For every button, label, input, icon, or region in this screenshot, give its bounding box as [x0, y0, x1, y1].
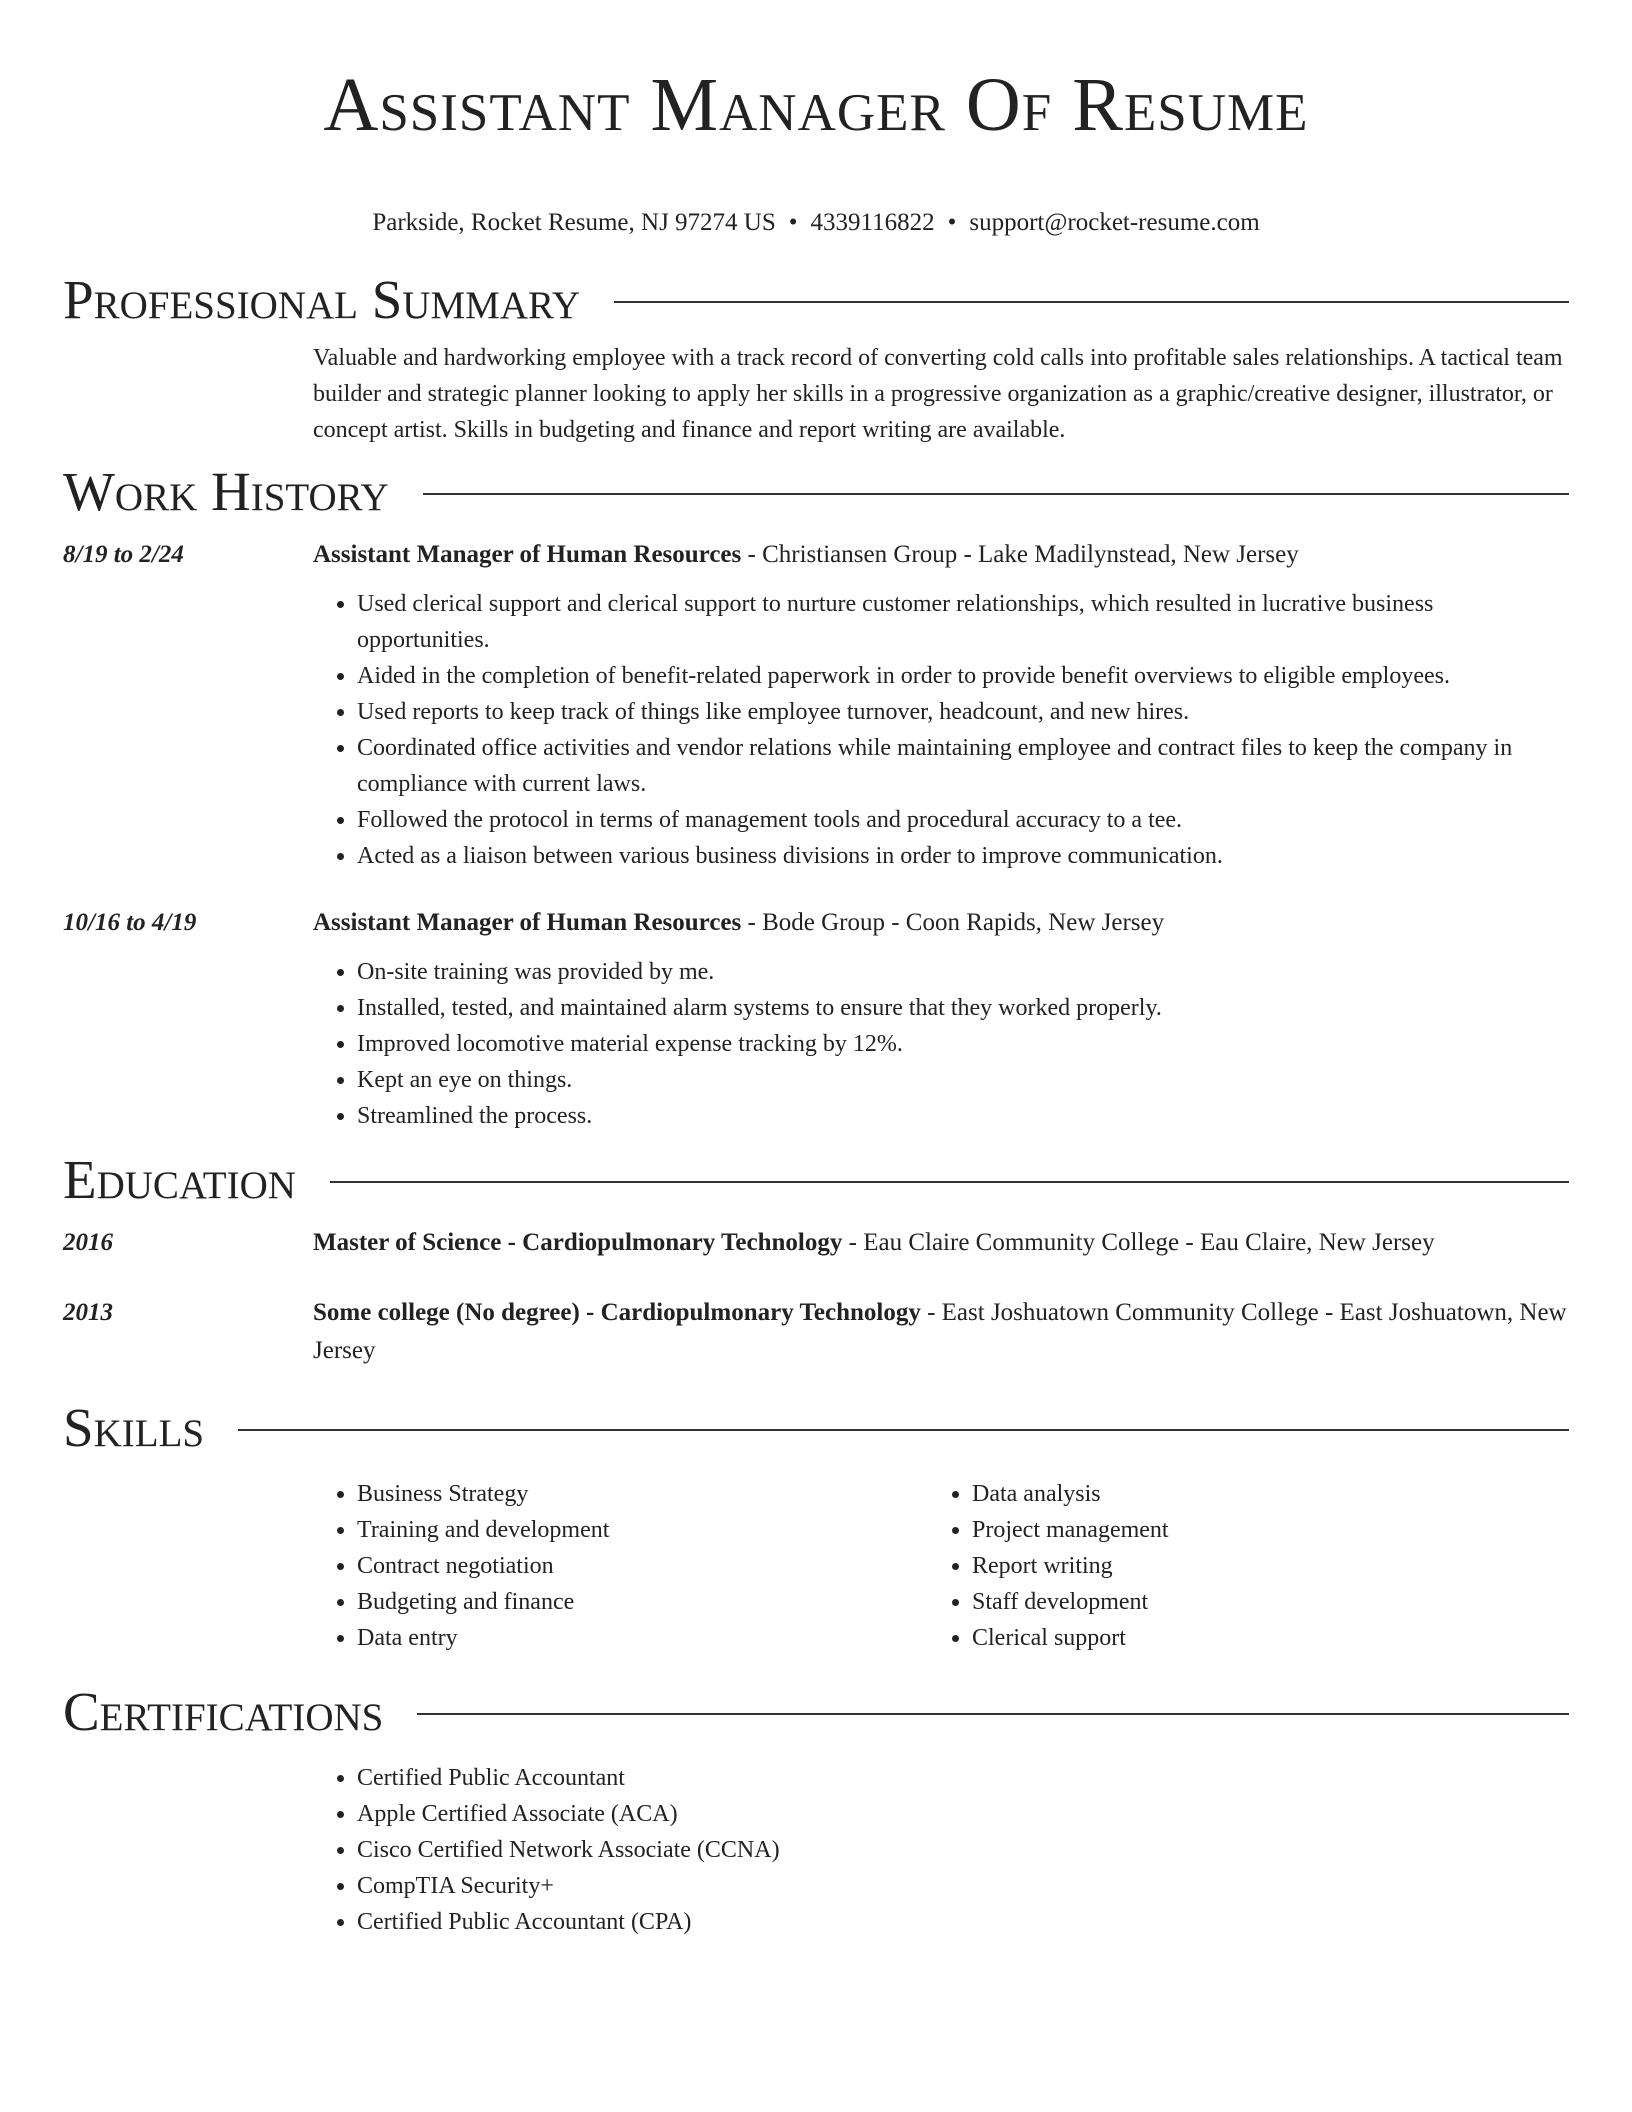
- skill-item: • Staff development: [972, 1584, 1543, 1620]
- section-divider: [417, 1713, 1569, 1715]
- job-position: Assistant Manager of Human Resources: [313, 541, 742, 568]
- skills-section-title: Skills: [63, 1397, 205, 1458]
- education-details: [313, 1224, 1569, 1262]
- work-section-header: [63, 462, 1569, 522]
- job-company-location: - Christiansen Group - Lake Madilynstead, New Jersey: [741, 541, 1299, 568]
- skill-item: • Contract negotiation: [357, 1548, 928, 1584]
- skills-section-header: [63, 1398, 1569, 1458]
- job-bullet: • On-site training was provided by me.: [357, 954, 1569, 990]
- skill-item: • Data entry: [357, 1620, 928, 1656]
- skill-item: • Report writing: [972, 1548, 1543, 1584]
- education-degree: Master of Science - Cardiopulmonary Technology: [313, 1229, 843, 1256]
- section-divider: [423, 493, 1569, 495]
- skills-column-right: [928, 1476, 1543, 1656]
- skill-item: • Budgeting and finance: [357, 1584, 928, 1620]
- job-bullets: [313, 586, 1569, 874]
- skill-item: • Training and development: [357, 1512, 928, 1548]
- work-section-title: Work History: [63, 461, 389, 522]
- summary-text: Valuable and hardworking employee with a track record of converting cold calls into profitable sales relationships. A tactical team builder and strategic planner looking to apply her skills in a progressive organization as a graphic/creative designer, illustrator, or concept artist. Skills in budgeting and finance and report writing are available.: [313, 345, 1563, 443]
- certification-item: • Apple Certified Associate (ACA): [357, 1796, 1569, 1832]
- job-bullet: • Streamlined the process.: [357, 1098, 1569, 1134]
- summary-section-header: [63, 270, 1569, 330]
- contact-email[interactable]: support@rocket-resume.com: [969, 209, 1260, 236]
- education-degree: Some college (No degree) - Cardiopulmonary Technology: [313, 1299, 921, 1326]
- certification-item: • Certified Public Accountant (CPA): [357, 1904, 1569, 1940]
- job-dates: 8/19 to 2/24: [63, 541, 184, 568]
- job-title-line: [313, 904, 1569, 942]
- skills-column-left: [313, 1476, 928, 1656]
- education-entry: [63, 1294, 1569, 1370]
- education-details: [313, 1294, 1569, 1370]
- certifications-section-header: [63, 1682, 1569, 1742]
- skill-item: • Project management: [972, 1512, 1543, 1548]
- contact-address: Parkside, Rocket Resume, NJ 97274 US: [372, 209, 776, 236]
- education-section-header: [63, 1150, 1569, 1210]
- job-bullet: • Improved locomotive material expense tracking by 12%.: [357, 1026, 1569, 1062]
- skill-item: • Business Strategy: [357, 1476, 928, 1512]
- education-year: 2013: [63, 1299, 113, 1326]
- job-bullet: • Coordinated office activities and vendor relations while maintaining employee and contract files to keep the company in compliance with current laws.: [357, 730, 1569, 802]
- job-bullet: • Used reports to keep track of things like employee turnover, headcount, and new hires.: [357, 694, 1569, 730]
- contact-separator: •: [947, 209, 957, 236]
- job-bullet: • Kept an eye on things.: [357, 1062, 1569, 1098]
- job-bullet: • Used clerical support and clerical support to nurture customer relationships, which resulted in lucrative business opportunities.: [357, 586, 1569, 658]
- job-title-line: [313, 536, 1569, 574]
- certification-item: • Certified Public Accountant: [357, 1760, 1569, 1796]
- job-dates: 10/16 to 4/19: [63, 909, 197, 936]
- certification-item: • Cisco Certified Network Associate (CCNA): [357, 1832, 1569, 1868]
- skill-item: • Data analysis: [972, 1476, 1543, 1512]
- job-entry: [63, 536, 1569, 874]
- skill-item: • Clerical support: [972, 1620, 1543, 1656]
- contact-line: [63, 208, 1569, 238]
- job-bullets: [313, 954, 1569, 1134]
- job-company-location: - Bode Group - Coon Rapids, New Jersey: [741, 909, 1165, 936]
- section-divider: [614, 301, 1569, 303]
- certifications-section-title: Certifications: [63, 1681, 384, 1742]
- contact-phone: 4339116822: [810, 209, 935, 236]
- job-bullet: • Installed, tested, and maintained alarm systems to ensure that they worked properly.: [357, 990, 1569, 1026]
- section-divider: [330, 1181, 1569, 1183]
- education-school-location: - East Joshuatown Community College - East Joshuatown, New Jersey: [313, 1299, 1567, 1364]
- certification-item: • CompTIA Security+: [357, 1868, 1569, 1904]
- education-section-title: Education: [63, 1149, 296, 1210]
- education-year: 2016: [63, 1229, 113, 1256]
- section-divider: [238, 1429, 1569, 1431]
- certifications-list: [63, 1760, 1569, 1940]
- job-bullet: • Acted as a liaison between various business divisions in order to improve communication.: [357, 838, 1569, 874]
- resume-name: Assistant Manager Of Resume: [323, 63, 1309, 147]
- job-entry: [63, 904, 1569, 1134]
- job-bullet: • Followed the protocol in terms of management tools and procedural accuracy to a tee.: [357, 802, 1569, 838]
- skills-list: [63, 1476, 1569, 1656]
- education-school-location: - Eau Claire Community College - Eau Claire, New Jersey: [842, 1229, 1435, 1256]
- job-bullet: • Aided in the completion of benefit-related paperwork in order to provide benefit overviews to eligible employees.: [357, 658, 1569, 694]
- summary-section-title: Professional Summary: [63, 269, 581, 330]
- contact-separator: •: [788, 209, 798, 236]
- job-position: Assistant Manager of Human Resources: [313, 909, 742, 936]
- education-entry: [63, 1224, 1569, 1262]
